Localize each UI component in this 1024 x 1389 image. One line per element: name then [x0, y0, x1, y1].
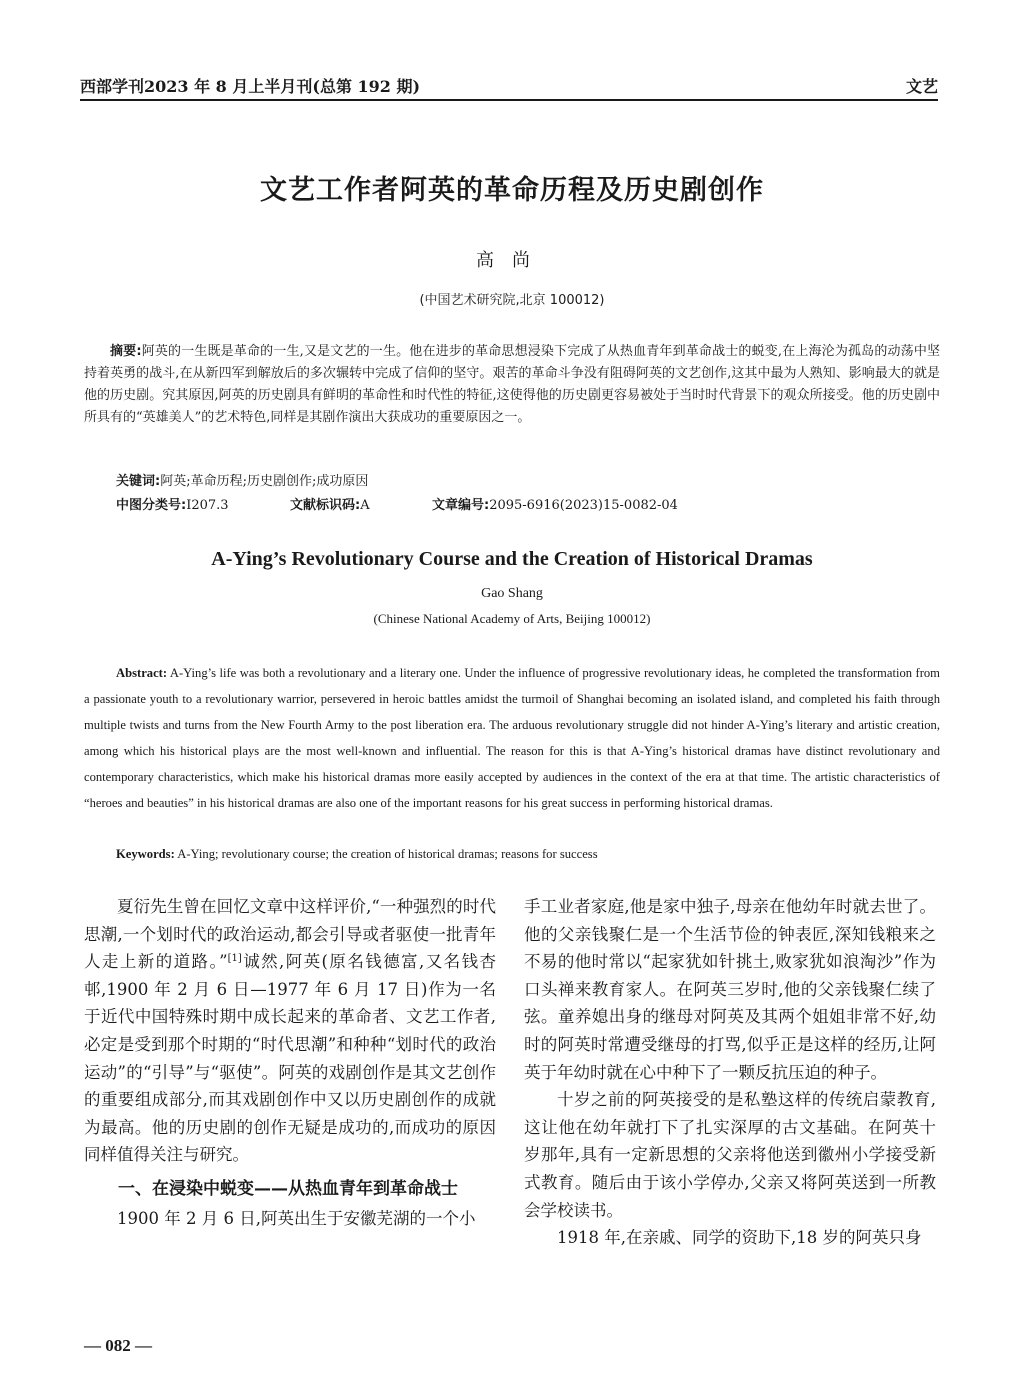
author-affiliation: (中国艺术研究院,北京 100012): [419, 293, 605, 308]
body-paragraph: 1900 年 2 月 6 日,阿英出生于安徽芜湖的一个小: [117, 1208, 476, 1228]
keywords-english: [116, 841, 598, 867]
abstract-text: 阿英的一生既是革命的一生,又是文艺的一生。他在进步的革命思想浸染下完成了从热血青年到革命战士的蜕变,在上海沦为孤岛的动荡中坚持着英勇的战斗,在从新四军到解放后的多次辗转中完成了信仰的坚守。艰苦的革命斗争没有阻碍阿英的文艺创作,这其中最为人熟知、影响最大的就是他的历史剧。究其原因,阿英的历史剧具有鲜明的革命性和时代性的特征,这使得他的历史剧更容易被处于当时时代背景下的观众所接受。他的历史剧中所具有的“英雄美人”的艺术特色,同样是其剧作演出大获成功的重要原因之一。: [84, 344, 940, 425]
paragraph-text: 诚然,阿英(原名钱德富,又名钱杏邨,1900 年 2 月 6 日—1977 年 6 月 17 日)作为一名于近代中国特殊时期中成长起来的革命者、文艺工作者,必定是受到那个时期的“时代思潮”和种种“划时代的政治运动”的“引导”与“驱使”。阿英的戏剧创作是其文艺创作的重要组成部分,而其戏剧创作中又以历史剧创作的成就为最高。他的历史剧的创作无疑是成功的,而成功的原因同样值得关注与研究。: [84, 952, 496, 1165]
body-column-left: [84, 893, 496, 1233]
abstract-en-text: A-Ying’s life was both a revolutionary and a literary one. Under the influence of progressive revolutionary ideas, he completed the transformation from a passionate youth to a revolutionary warrior, persevered in heroic battles amidst the turmoil of Shanghai becoming an isolated island, and completed his faith through multiple twists and turns from the New Fourth Army to the post liberation era. The arduous revolutionary struggle did not hinder A-Ying’s literary and artistic creation, among which his historical plays are the most well-known and influential. The reason for this is that A-Ying’s historical dramas have distinct revolutionary and contemporary characteristics, which make his historical dramas more easily accepted by audiences in the context of the era at that time. The artistic characteristics of “heroes and beauties” in his historical dramas are also one of the important reasons for his great success in performing historical dramas.: [84, 666, 940, 810]
body-paragraph: 手工业者家庭,他是家中独子,母亲在他幼年时就去世了。他的父亲钱聚仁是一个生活节俭的钟表匠,深知钱粮来之不易的他时常以“起家犹如针挑土,败家犹如浪淘沙”作为口头禅来教育家人。在阿英三岁时,他的父亲钱聚仁续了弦。童养媳出身的继母对阿英及其两个姐姐非常不好,幼时的阿英时常遭受继母的打骂,似乎正是这样的经历,让阿英于年幼时就在心中种下了一颗反抗压迫的种子。: [524, 897, 936, 1082]
article-number: [432, 495, 678, 517]
keywords-chinese: [116, 471, 368, 493]
author-name: 高尚: [476, 250, 548, 271]
abstract-label: 摘要:: [110, 344, 142, 359]
abstract-english: [84, 660, 940, 816]
running-header: [80, 68, 938, 98]
keywords-text: 阿英;革命历程;历史剧创作;成功原因: [160, 474, 369, 489]
english-affiliation: (Chinese National Academy of Arts, Beijing 100012): [373, 611, 651, 626]
abstract-en-label: Abstract:: [116, 666, 168, 680]
doc-label: 文献标识码:: [290, 498, 361, 513]
abstract-chinese: [84, 341, 940, 429]
english-author: Gao Shang: [481, 586, 543, 601]
journal-issue: 西部学刊2023 年 8 月上半月刊(总第 192 期): [80, 77, 421, 96]
clc-number: [116, 495, 229, 517]
clc-value: I207.3: [186, 498, 229, 513]
body-paragraph: 十岁之前的阿英接受的是私塾这样的传统启蒙教育,这让他在幼年就打下了扎实深厚的古文基础。在阿英十岁那年,具有一定新思想的父亲将他送到徽州小学接受新式教育。随后由于该小学停办,父亲又将阿英送到一所教会学校读书。: [524, 1090, 936, 1220]
article-label: 文章编号:: [432, 498, 490, 513]
keywords-label: 关键词:: [116, 474, 161, 489]
citation-ref: [1]: [227, 953, 242, 965]
keywords-en-text: A-Ying; revolutionary course; the creation of historical dramas; reasons for success: [177, 847, 598, 861]
document-code: [290, 495, 370, 517]
body-paragraph: [84, 893, 496, 1169]
keywords-en-label: Keywords:: [116, 847, 175, 861]
clc-label: 中图分类号:: [116, 498, 187, 513]
doc-value: A: [360, 498, 370, 513]
article-title: 文艺工作者阿英的革命历程及历史剧创作: [260, 175, 764, 206]
paragraph-text: 夏衍先生曾在回忆文章中这样评价,“一种强烈的时代思潮,一个划时代的政治运动,都会引导或者驱使一批青年人走上新的道路。”: [84, 897, 496, 972]
section-label: 文艺: [905, 77, 938, 96]
body-paragraph: 1918 年,在亲戚、同学的资助下,18 岁的阿英只身: [557, 1228, 922, 1248]
body-column-right: [524, 893, 936, 1252]
page-number: — 082 —: [84, 1336, 152, 1355]
article-value: 2095-6916(2023)15-0082-04: [489, 498, 678, 513]
english-title: A-Ying’s Revolutionary Course and the Creation of Historical Dramas: [211, 548, 813, 570]
header-rule: [80, 99, 938, 101]
section-heading: 一、在浸染中蜕变——从热血青年到革命战士: [118, 1178, 458, 1199]
